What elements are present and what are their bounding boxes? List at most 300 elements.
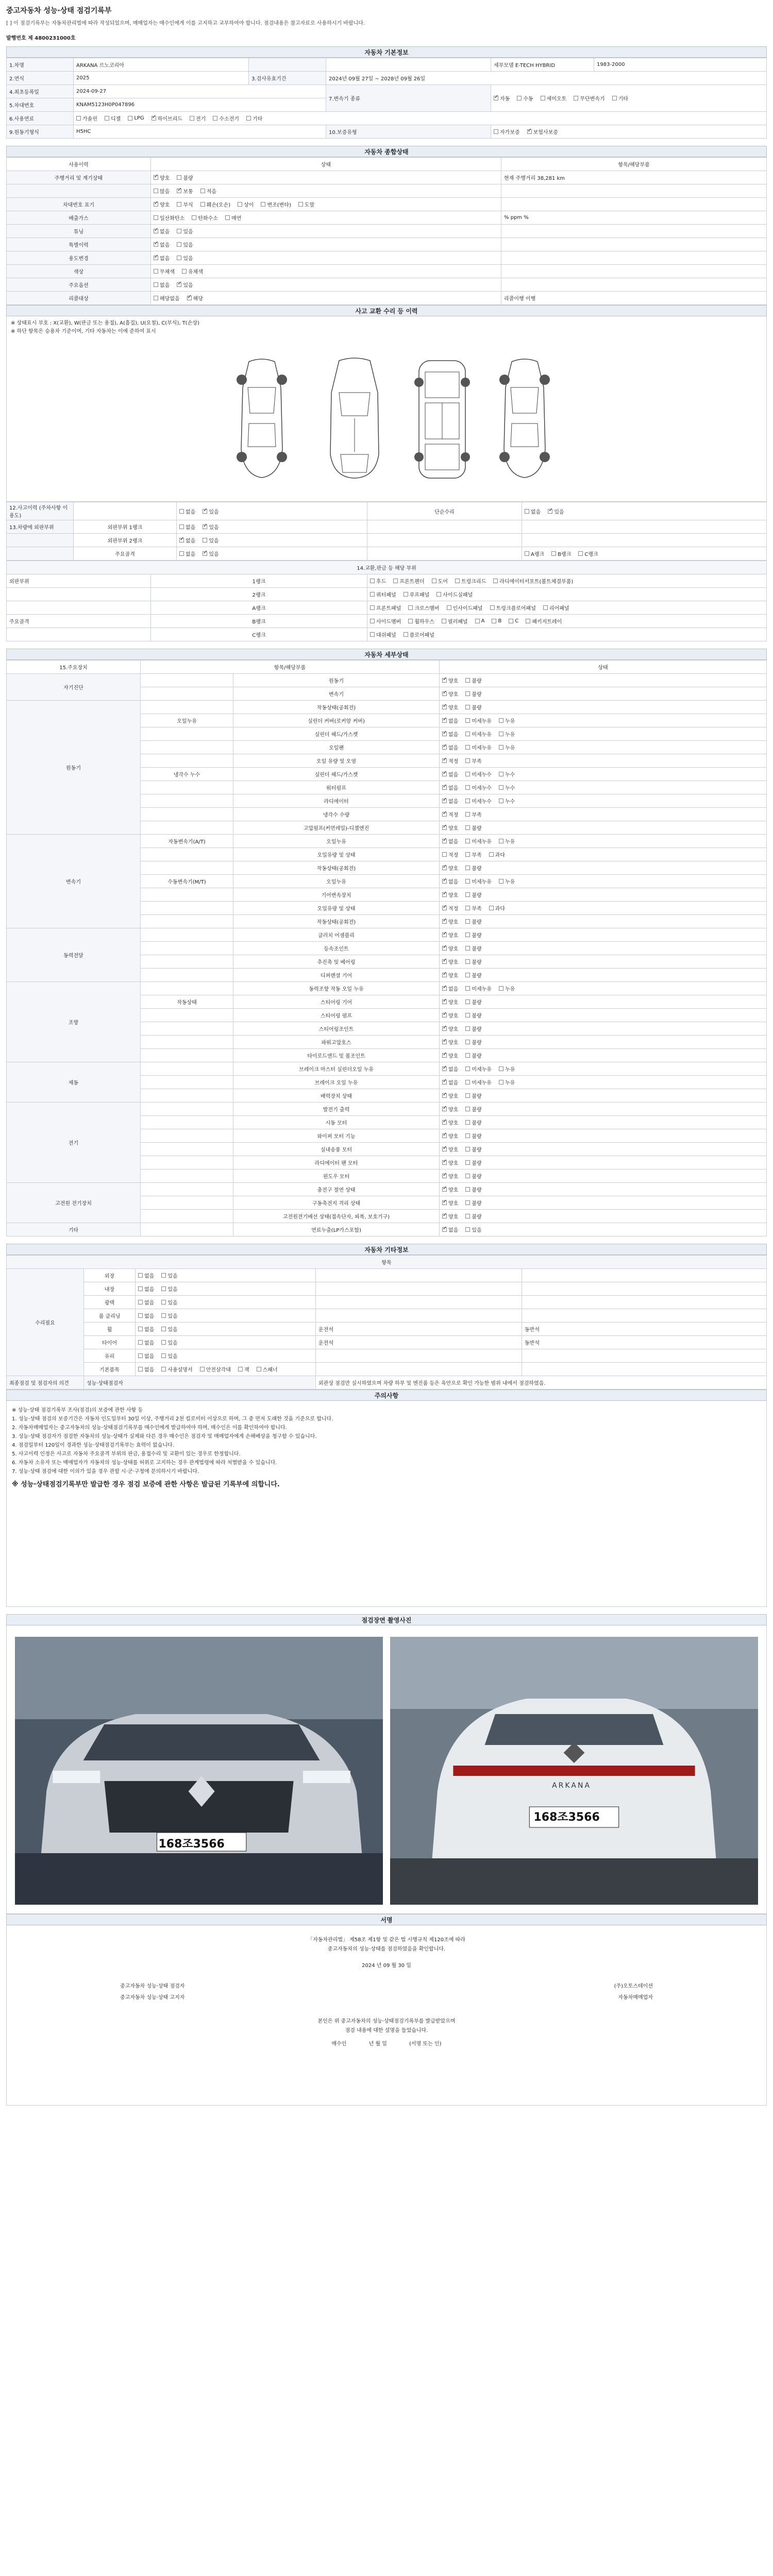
checkbox-option[interactable] xyxy=(612,94,628,102)
checkbox-option[interactable] xyxy=(527,128,558,135)
basic-value: 2024년 09월 27일 ~ 2028년 09월 26일 xyxy=(326,72,767,85)
empty-box-icon xyxy=(177,175,181,180)
option-label: 안전삼각대 xyxy=(206,1367,231,1373)
checkbox-option[interactable] xyxy=(442,703,458,711)
empty-box-icon xyxy=(612,96,617,100)
empty-box-icon xyxy=(179,524,184,529)
accident-diagram-header: 사고 교환 수리 등 이력 xyxy=(6,305,767,316)
sign-box xyxy=(6,1925,767,2106)
checkbox-option[interactable] xyxy=(154,294,180,302)
buyer-date: 년 월 일 xyxy=(368,2041,387,2047)
checkbox-option[interactable] xyxy=(465,904,481,912)
option-label: 없음 xyxy=(186,552,196,557)
accident-options-2 xyxy=(522,520,767,534)
checkbox-option[interactable] xyxy=(442,770,458,778)
checkbox-option[interactable] xyxy=(442,1172,458,1180)
checkbox-option[interactable] xyxy=(261,200,291,208)
checkbox-option[interactable] xyxy=(465,971,481,979)
option-label: 불량 xyxy=(472,692,482,698)
checkbox-option[interactable] xyxy=(200,200,230,208)
detail-sub xyxy=(141,1196,233,1210)
option-label: 양호 xyxy=(448,1188,459,1193)
empty-box-icon xyxy=(499,745,503,750)
checkbox-option[interactable] xyxy=(465,743,492,751)
checkbox-option[interactable] xyxy=(442,824,458,832)
checked-box-icon xyxy=(154,256,158,260)
checkbox-option[interactable] xyxy=(465,730,492,738)
checkbox-option[interactable] xyxy=(192,214,218,222)
checkbox-option[interactable] xyxy=(203,523,219,531)
checkbox-option[interactable] xyxy=(182,267,203,275)
checkbox-option[interactable] xyxy=(465,1065,492,1073)
accident-options xyxy=(177,502,367,520)
checkbox-option[interactable] xyxy=(177,227,193,235)
checkbox-option[interactable] xyxy=(179,536,195,544)
checkbox-option[interactable] xyxy=(465,1159,481,1166)
checkbox-option[interactable] xyxy=(465,931,481,939)
checkbox-option[interactable] xyxy=(442,1038,458,1046)
checkbox-option[interactable] xyxy=(138,1285,154,1293)
other-options xyxy=(136,1296,316,1309)
option-label: 미세누수 xyxy=(472,799,492,805)
checkbox-option[interactable] xyxy=(465,1025,481,1032)
checkbox-option[interactable] xyxy=(517,94,533,102)
checkbox-option[interactable] xyxy=(177,200,193,208)
checkbox-option[interactable] xyxy=(177,254,193,262)
checkbox-option[interactable] xyxy=(442,1105,458,1113)
checkbox-option[interactable] xyxy=(238,200,254,208)
checkbox-option[interactable] xyxy=(238,1365,249,1373)
checkbox-option[interactable] xyxy=(442,757,458,765)
checkbox-option[interactable] xyxy=(442,864,458,872)
checkbox-option[interactable] xyxy=(161,1338,177,1346)
checkbox-option[interactable] xyxy=(213,114,239,122)
checkbox-option[interactable] xyxy=(525,550,544,557)
checkbox-option[interactable] xyxy=(442,1212,458,1220)
checked-box-icon xyxy=(442,718,447,723)
checkbox-option[interactable] xyxy=(465,1185,481,1193)
checkbox-option[interactable] xyxy=(152,114,182,122)
checkbox-option[interactable] xyxy=(187,294,203,302)
checkbox-option[interactable] xyxy=(190,114,206,122)
checkbox-option[interactable] xyxy=(370,604,401,612)
checkbox-option[interactable] xyxy=(442,971,458,979)
checkbox-option[interactable] xyxy=(200,187,216,195)
checkbox-option[interactable] xyxy=(154,267,175,275)
checkbox-option[interactable] xyxy=(138,1312,154,1319)
option-label: 불량 xyxy=(472,946,482,952)
legend-line: ※ 상태표시 부호 : X(교환), W(판금 또는 용접), A(흠집), U(요철), C(부식), T(손상) xyxy=(11,320,199,326)
checkbox-option[interactable] xyxy=(442,1132,458,1140)
checkbox-option[interactable] xyxy=(465,757,481,765)
parts-row xyxy=(7,601,767,615)
checked-box-icon xyxy=(442,1026,447,1031)
checkbox-option[interactable] xyxy=(499,1078,515,1086)
other-label: 유리 xyxy=(84,1349,136,1363)
checkbox-option[interactable] xyxy=(465,1011,481,1019)
empty-box-icon xyxy=(200,1367,205,1371)
option-label: 가솔린 xyxy=(82,116,97,122)
checkbox-option[interactable] xyxy=(257,1365,278,1373)
detail-item: 오일 유량 및 오염 xyxy=(233,754,440,768)
empty-box-icon xyxy=(465,1013,470,1018)
checkbox-option[interactable] xyxy=(154,227,170,235)
checked-box-icon xyxy=(442,691,447,696)
general-note xyxy=(501,265,767,278)
empty-box-icon xyxy=(161,1353,166,1358)
option-label: 사이드멤버 xyxy=(376,619,401,625)
checkbox-option[interactable] xyxy=(548,507,564,515)
checkbox-option[interactable] xyxy=(177,174,193,181)
checkbox-option[interactable] xyxy=(465,1212,481,1220)
checkbox-option[interactable] xyxy=(138,1272,154,1279)
checkbox-option[interactable] xyxy=(161,1298,177,1306)
checkbox-option[interactable] xyxy=(442,918,458,925)
checkbox-option[interactable] xyxy=(442,797,458,805)
checkbox-option[interactable] xyxy=(298,200,314,208)
detail-item: 라디에이터 팬 모터 xyxy=(233,1156,440,1170)
checkbox-option[interactable] xyxy=(465,891,481,899)
checkbox-option[interactable] xyxy=(161,1352,177,1360)
checkbox-option[interactable] xyxy=(442,1145,458,1153)
checkbox-option[interactable] xyxy=(442,743,458,751)
checkbox-option[interactable] xyxy=(442,1185,458,1193)
checkbox-option[interactable] xyxy=(499,797,515,805)
empty-box-icon xyxy=(499,986,503,991)
empty-box-icon xyxy=(161,1313,166,1318)
option-label: 과다 xyxy=(495,853,505,858)
checkbox-option[interactable] xyxy=(442,931,458,939)
checkbox-option[interactable] xyxy=(404,590,430,598)
checkbox-option[interactable] xyxy=(551,550,571,557)
checkbox-option[interactable] xyxy=(246,114,262,122)
checkbox-option[interactable] xyxy=(442,1118,458,1126)
option-label: 양호 xyxy=(448,1054,459,1059)
accident-label xyxy=(7,534,74,547)
detail-group: 원동기 xyxy=(7,701,141,835)
checkbox-option[interactable] xyxy=(154,241,170,248)
checked-box-icon xyxy=(442,1107,447,1111)
checkbox-option[interactable] xyxy=(465,1172,481,1180)
checkbox-option[interactable] xyxy=(161,1272,177,1279)
checkbox-option[interactable] xyxy=(442,944,458,952)
option-label: 탄화수소 xyxy=(198,216,218,222)
checkbox-option[interactable] xyxy=(442,617,468,625)
checkbox-option[interactable] xyxy=(465,851,481,858)
checkbox-option[interactable] xyxy=(138,1338,154,1346)
checkbox-option[interactable] xyxy=(404,631,434,638)
detail-state-table xyxy=(6,660,767,1236)
checkbox-option[interactable] xyxy=(161,1365,192,1373)
checkbox-option[interactable] xyxy=(465,958,481,965)
checkbox-option[interactable] xyxy=(105,114,121,122)
empty-box-icon xyxy=(76,116,81,121)
option-label: 상이 xyxy=(244,202,254,208)
general-row xyxy=(7,292,767,305)
checkbox-option[interactable] xyxy=(442,1065,458,1073)
checkbox-option[interactable] xyxy=(465,837,492,845)
checkbox-option[interactable] xyxy=(161,1285,177,1293)
detail-item: 냉각수 수량 xyxy=(233,808,440,821)
checked-box-icon xyxy=(442,758,447,763)
checkbox-option[interactable] xyxy=(370,631,396,638)
checked-box-icon xyxy=(442,705,447,709)
option-label: 불량 xyxy=(472,1121,482,1126)
checkbox-option[interactable] xyxy=(225,214,241,222)
checkbox-option[interactable] xyxy=(154,187,170,195)
checkbox-option[interactable] xyxy=(161,1312,177,1319)
checkbox-option[interactable] xyxy=(76,114,97,122)
checkbox-option[interactable] xyxy=(203,507,219,515)
checkbox-option[interactable] xyxy=(509,618,518,624)
checkbox-option[interactable] xyxy=(465,985,492,992)
detail-options xyxy=(440,835,767,848)
checkbox-option[interactable] xyxy=(465,1052,481,1059)
checkbox-option[interactable] xyxy=(447,604,483,612)
checkbox-option[interactable] xyxy=(442,784,458,791)
checkbox-option[interactable] xyxy=(179,507,195,515)
checkbox-option[interactable] xyxy=(370,577,386,585)
option-label: 불량 xyxy=(472,1161,482,1166)
checkbox-option[interactable] xyxy=(499,730,515,738)
checkbox-option[interactable] xyxy=(465,918,481,925)
checkbox-option[interactable] xyxy=(154,254,170,262)
option-label: 하이브리드 xyxy=(157,116,182,122)
empty-box-icon xyxy=(370,632,375,637)
sign-header: 서명 xyxy=(6,1914,767,1925)
checkbox-option[interactable] xyxy=(442,730,458,738)
checkbox-option[interactable] xyxy=(442,1199,458,1207)
accident-row xyxy=(7,520,767,534)
checkbox-option[interactable] xyxy=(154,281,170,289)
detail-item: 작동상태(공회전) xyxy=(233,915,440,928)
option-label: 매연 xyxy=(231,216,242,222)
checkbox-option[interactable] xyxy=(442,1052,458,1059)
checkbox-option[interactable] xyxy=(408,617,434,625)
checkbox-option[interactable] xyxy=(455,577,486,585)
checkbox-option[interactable] xyxy=(465,877,492,885)
checkbox-option[interactable] xyxy=(442,891,458,899)
checkbox-option[interactable] xyxy=(499,837,515,845)
option-label: 리어패널 xyxy=(549,606,569,612)
checkbox-option[interactable] xyxy=(494,128,520,135)
checkbox-option[interactable] xyxy=(499,784,515,791)
detail-item: 실린더 커버(로커암 커버) xyxy=(233,714,440,727)
checkbox-option[interactable] xyxy=(465,998,481,1006)
checkbox-option[interactable] xyxy=(432,577,448,585)
accident-label-2 xyxy=(367,547,522,561)
detail-options xyxy=(440,701,767,714)
checkbox-option[interactable] xyxy=(465,1199,481,1207)
checkbox-option[interactable] xyxy=(465,944,481,952)
option-label: 있음 xyxy=(167,1354,178,1360)
empty-box-icon xyxy=(465,879,470,884)
checkbox-option[interactable] xyxy=(465,676,481,684)
checkbox-option[interactable] xyxy=(442,1226,458,1233)
checkbox-option[interactable] xyxy=(489,904,505,912)
checkbox-option[interactable] xyxy=(442,1078,458,1086)
checkbox-option[interactable] xyxy=(490,604,536,612)
option-label: 있음 xyxy=(209,525,219,531)
checkbox-option[interactable] xyxy=(203,550,219,557)
checkbox-option[interactable] xyxy=(442,1159,458,1166)
option-label: 디젤 xyxy=(110,116,121,122)
option-label: 불량 xyxy=(472,920,482,925)
option-label: 양호 xyxy=(448,973,459,979)
checkbox-option[interactable] xyxy=(543,604,569,612)
checkbox-option[interactable] xyxy=(442,1092,458,1099)
checkbox-option[interactable] xyxy=(154,200,170,208)
checkbox-option[interactable] xyxy=(177,241,193,248)
checkbox-option[interactable] xyxy=(442,1011,458,1019)
option-label: 없음 xyxy=(186,538,196,544)
checkbox-option[interactable] xyxy=(179,523,195,531)
front-photo xyxy=(15,1637,383,1905)
checked-box-icon xyxy=(442,1187,447,1192)
checkbox-option[interactable] xyxy=(442,998,458,1006)
accident-options-2 xyxy=(522,547,767,561)
detail-item: 추진축 및 베어링 xyxy=(233,955,440,969)
checkbox-option[interactable] xyxy=(442,851,458,858)
checkbox-option[interactable] xyxy=(499,717,515,724)
checkbox-option[interactable] xyxy=(465,703,481,711)
other-label: 기본품목 xyxy=(84,1363,136,1376)
checked-box-icon xyxy=(442,1227,447,1232)
checkbox-option[interactable] xyxy=(492,618,501,624)
checked-box-icon xyxy=(442,825,447,830)
basic-label: 6.사용연료 xyxy=(7,112,74,125)
checkbox-option[interactable] xyxy=(128,115,144,121)
empty-box-icon xyxy=(465,892,470,897)
checkbox-option[interactable] xyxy=(499,1065,515,1073)
option-label: 누유 xyxy=(505,719,515,724)
checkbox-option[interactable] xyxy=(465,1226,481,1233)
checkbox-option[interactable] xyxy=(465,770,492,778)
detail-item: 오일팬 xyxy=(233,741,440,754)
detail-options xyxy=(440,902,767,915)
checkbox-option[interactable] xyxy=(177,281,193,289)
checkbox-option[interactable] xyxy=(465,824,481,832)
checkbox-option[interactable] xyxy=(177,187,193,195)
caution-header: 주의사항 xyxy=(6,1389,767,1401)
checkbox-option[interactable] xyxy=(465,1132,481,1140)
general-note: 현재 주행거리 38,281 km xyxy=(501,171,767,184)
empty-box-icon xyxy=(257,1367,261,1371)
checkbox-option[interactable] xyxy=(138,1365,154,1373)
checkbox-option[interactable] xyxy=(138,1298,154,1306)
checkbox-option[interactable] xyxy=(154,214,184,222)
checkbox-option[interactable] xyxy=(465,797,492,805)
checkbox-option[interactable] xyxy=(465,717,492,724)
checkbox-option[interactable] xyxy=(408,604,439,612)
checkbox-option[interactable] xyxy=(436,590,473,598)
empty-box-icon xyxy=(465,1200,470,1205)
checkbox-option[interactable] xyxy=(465,1118,481,1126)
checked-box-icon xyxy=(442,906,447,910)
checkbox-option[interactable] xyxy=(442,837,458,845)
detail-options xyxy=(440,1170,767,1183)
checkbox-option[interactable] xyxy=(161,1325,177,1333)
checkbox-option[interactable] xyxy=(526,617,562,625)
checkbox-option[interactable] xyxy=(475,618,485,624)
option-label: 부족 xyxy=(472,906,482,912)
checkbox-option[interactable] xyxy=(489,851,505,858)
checkbox-option[interactable] xyxy=(578,550,598,557)
checkbox-option[interactable] xyxy=(465,1105,481,1113)
checkbox-option[interactable] xyxy=(442,904,458,912)
checkbox-option[interactable] xyxy=(442,958,458,965)
checkbox-option[interactable] xyxy=(465,1038,481,1046)
option-label: 있음 xyxy=(554,509,564,515)
empty-box-icon xyxy=(578,551,583,556)
detail-sub xyxy=(141,741,233,754)
checkbox-option[interactable] xyxy=(442,1025,458,1032)
checkbox-option[interactable] xyxy=(494,94,510,102)
option-label: 없음 xyxy=(448,786,459,791)
checkbox-option[interactable] xyxy=(370,590,396,598)
checkbox-option[interactable] xyxy=(525,507,541,515)
checkbox-option[interactable] xyxy=(138,1325,154,1333)
checkbox-option[interactable] xyxy=(499,770,515,778)
option-label: 불량 xyxy=(472,1054,482,1059)
checkbox-option[interactable] xyxy=(442,877,458,885)
checkbox-option[interactable] xyxy=(442,717,458,724)
checkbox-option[interactable] xyxy=(200,1365,231,1373)
checkbox-option[interactable] xyxy=(465,810,481,818)
checkbox-option[interactable] xyxy=(465,690,481,698)
checkbox-option[interactable] xyxy=(493,577,573,585)
checkbox-option[interactable] xyxy=(465,784,492,791)
option-label: 누유 xyxy=(505,987,515,992)
option-label: 양호 xyxy=(448,893,459,899)
checkbox-option[interactable] xyxy=(442,676,458,684)
checked-box-icon xyxy=(203,509,207,514)
option-label: 불량 xyxy=(183,176,193,181)
photos-row xyxy=(6,1625,767,1914)
checkbox-option[interactable] xyxy=(465,1145,481,1153)
checkbox-option[interactable] xyxy=(393,577,424,585)
option-label: 누유 xyxy=(505,839,515,845)
checkbox-option[interactable] xyxy=(499,877,515,885)
checkbox-option[interactable] xyxy=(179,550,195,557)
checkbox-option[interactable] xyxy=(154,174,170,181)
parts-options xyxy=(367,601,767,615)
checkbox-option[interactable] xyxy=(499,743,515,751)
detail-options xyxy=(440,1022,767,1036)
accident-options xyxy=(177,520,367,534)
detail-options xyxy=(440,1062,767,1076)
checkbox-option[interactable] xyxy=(499,985,515,992)
general-label: 튜닝 xyxy=(7,225,151,238)
detail-item: 충전구 절연 상태 xyxy=(233,1183,440,1196)
checkbox-option[interactable] xyxy=(465,1078,492,1086)
other-extra-1 xyxy=(316,1269,522,1282)
option-label: 미세누수 xyxy=(472,772,492,778)
checkbox-option[interactable] xyxy=(442,810,458,818)
checkbox-option[interactable] xyxy=(541,94,567,102)
checkbox-option[interactable] xyxy=(465,864,481,872)
option-label: 있음 xyxy=(209,538,219,544)
checkbox-option[interactable] xyxy=(442,985,458,992)
checkbox-option[interactable] xyxy=(442,690,458,698)
checkbox-option[interactable] xyxy=(574,94,604,102)
checkbox-option[interactable] xyxy=(203,536,219,544)
checkbox-option[interactable] xyxy=(370,617,401,625)
option-label: 없음 xyxy=(448,1067,459,1073)
checkbox-option[interactable] xyxy=(138,1352,154,1360)
checkbox-option[interactable] xyxy=(465,1092,481,1099)
detail-item: 기어변속장치 xyxy=(233,888,440,902)
